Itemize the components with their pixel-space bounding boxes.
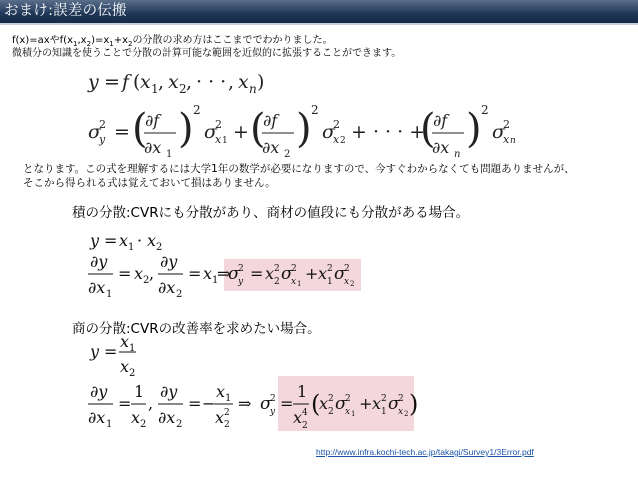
- svg-text:(: (: [132, 106, 148, 152]
- svg-text:∂f: ∂f: [433, 111, 448, 130]
- svg-text:=: =: [104, 231, 118, 250]
- svg-text:,: ,: [158, 71, 165, 93]
- svg-text:x: x: [147, 231, 157, 250]
- svg-text:1: 1: [129, 343, 136, 354]
- svg-text:2: 2: [238, 264, 244, 274]
- svg-text:2: 2: [156, 242, 163, 253]
- svg-text:2: 2: [224, 408, 230, 418]
- svg-text:): ): [257, 71, 265, 93]
- svg-text:∂x: ∂x: [88, 278, 106, 297]
- svg-text:=: =: [104, 71, 120, 93]
- svg-text:n: n: [249, 82, 257, 96]
- svg-text:2: 2: [302, 421, 308, 431]
- svg-text:2: 2: [224, 420, 230, 430]
- svg-text:,: ,: [148, 394, 154, 413]
- svg-text:y: y: [90, 231, 100, 250]
- svg-text:x: x: [134, 264, 144, 283]
- svg-text:σ: σ: [228, 264, 240, 284]
- svg-text:1: 1: [106, 419, 113, 430]
- svg-text:+ · · · +: + · · · +: [351, 121, 426, 143]
- svg-text:2: 2: [381, 394, 387, 404]
- svg-text:2: 2: [328, 394, 334, 404]
- svg-text:): ): [296, 106, 312, 152]
- svg-text:2: 2: [333, 118, 340, 131]
- svg-text:=: =: [114, 121, 130, 143]
- svg-text:1: 1: [212, 275, 219, 286]
- svg-text:,: ,: [186, 71, 193, 93]
- svg-text:x: x: [291, 277, 297, 287]
- svg-text:=: =: [118, 264, 132, 283]
- svg-text:σ: σ: [492, 121, 505, 143]
- svg-text:): ): [466, 106, 482, 152]
- svg-text:=: =: [188, 394, 202, 413]
- svg-text:σ: σ: [322, 121, 335, 143]
- svg-text:·: ·: [137, 231, 143, 250]
- svg-text:∂x: ∂x: [88, 408, 106, 427]
- svg-text:x: x: [372, 394, 382, 413]
- svg-text:1: 1: [327, 277, 333, 287]
- svg-text:+: +: [233, 121, 249, 143]
- svg-text:−: −: [202, 394, 216, 413]
- svg-text:y: y: [99, 133, 106, 146]
- svg-text:σ: σ: [260, 394, 272, 414]
- svg-text:∂y: ∂y: [160, 252, 178, 271]
- svg-text:2: 2: [311, 103, 319, 117]
- explanation-line-2: そこから得られる式は覚えておいて損はありません。: [23, 177, 276, 189]
- svg-text:x: x: [140, 71, 151, 93]
- svg-text:x: x: [318, 264, 328, 283]
- intro-line-1: f(x)=axや$f(x_1,x_2)=x_1+x_2$の分散の求め方はここまででわかりました。: [12, 35, 333, 48]
- svg-text:2: 2: [340, 136, 346, 146]
- svg-text:=: =: [250, 264, 264, 283]
- svg-text:σ: σ: [204, 121, 217, 143]
- svg-text:1: 1: [128, 242, 135, 253]
- svg-text:σ: σ: [335, 394, 347, 414]
- svg-text:2: 2: [99, 118, 106, 131]
- svg-text:x: x: [203, 264, 213, 283]
- svg-text:2: 2: [404, 410, 409, 418]
- svg-text:σ: σ: [388, 394, 400, 414]
- svg-text:⇒: ⇒: [238, 394, 252, 413]
- svg-text:2: 2: [140, 419, 147, 430]
- svg-text:x: x: [119, 231, 129, 250]
- svg-text:1: 1: [225, 393, 232, 404]
- svg-text:=: =: [188, 264, 202, 283]
- slide-title: おまけ:誤差の伝搬: [4, 3, 127, 19]
- svg-text:x: x: [120, 357, 130, 376]
- svg-text:2: 2: [129, 368, 136, 379]
- svg-text:σ: σ: [334, 264, 346, 284]
- svg-text:1: 1: [151, 82, 159, 96]
- svg-text:,: ,: [228, 71, 235, 93]
- svg-text:x: x: [265, 264, 275, 283]
- svg-text:x: x: [293, 408, 303, 427]
- svg-text:2: 2: [291, 264, 297, 274]
- svg-text:σ: σ: [88, 121, 101, 143]
- svg-text:+: +: [305, 264, 319, 283]
- svg-text:x: x: [345, 407, 351, 417]
- svg-text:2: 2: [274, 264, 280, 274]
- svg-text:∂x: ∂x: [158, 408, 176, 427]
- svg-text:2: 2: [270, 394, 276, 404]
- svg-text:∂x: ∂x: [262, 138, 280, 157]
- svg-text:f: f: [122, 71, 130, 93]
- svg-text:∂y: ∂y: [90, 252, 108, 271]
- svg-text:y: y: [90, 342, 100, 361]
- svg-text:∂y: ∂y: [160, 382, 178, 401]
- svg-text:4: 4: [302, 408, 308, 418]
- svg-text:(: (: [133, 71, 141, 93]
- svg-text:2: 2: [398, 394, 404, 404]
- svg-text:2: 2: [284, 149, 291, 160]
- svg-text:): ): [178, 106, 194, 152]
- svg-text:x: x: [398, 407, 404, 417]
- product-variance-heading: 積の分散:CVRにも分散があり、商材の値段にも分散がある場合。: [72, 205, 470, 221]
- svg-text:(: (: [420, 106, 436, 152]
- svg-text:∂y: ∂y: [90, 382, 108, 401]
- svg-text:2: 2: [179, 82, 187, 96]
- svg-text:⇒: ⇒: [217, 264, 231, 283]
- svg-text:1: 1: [222, 136, 228, 146]
- svg-text:x: x: [344, 277, 350, 287]
- svg-text:x: x: [215, 408, 225, 427]
- svg-text:1: 1: [134, 382, 145, 401]
- svg-text:σ: σ: [281, 264, 293, 284]
- svg-text:2: 2: [350, 280, 355, 288]
- svg-text:∂x: ∂x: [158, 278, 176, 297]
- svg-text:n: n: [454, 149, 461, 160]
- svg-text:∂x: ∂x: [432, 138, 450, 157]
- svg-text:(: (: [250, 106, 266, 152]
- svg-text:2: 2: [327, 264, 333, 274]
- svg-text:2: 2: [176, 419, 183, 430]
- svg-text:∂f: ∂f: [263, 111, 278, 130]
- svg-text:2: 2: [143, 275, 150, 286]
- svg-text:x: x: [319, 394, 329, 413]
- svg-text:y: y: [238, 277, 244, 287]
- svg-text:x: x: [215, 133, 222, 146]
- svg-text:2: 2: [503, 118, 510, 131]
- svg-text:x: x: [216, 382, 226, 401]
- svg-text:2: 2: [328, 407, 334, 417]
- intro-line-2: 微積分の知識を使うことで分散の計算可能な範囲を近似的に拡張することができます。: [12, 48, 402, 59]
- svg-text:1: 1: [351, 410, 356, 418]
- svg-text:x: x: [333, 133, 340, 146]
- svg-text:1: 1: [297, 382, 308, 401]
- svg-text:2: 2: [481, 103, 489, 117]
- svg-text:y: y: [88, 71, 99, 93]
- svg-text:2: 2: [215, 118, 222, 131]
- svg-text:2: 2: [274, 277, 280, 287]
- svg-text:2: 2: [193, 103, 201, 117]
- svg-text:,: ,: [149, 264, 155, 283]
- svg-text:=: =: [118, 394, 132, 413]
- svg-text:1: 1: [106, 289, 113, 300]
- svg-text:2: 2: [176, 289, 183, 300]
- svg-text:n: n: [510, 136, 516, 146]
- svg-text:· · ·: · · ·: [196, 71, 227, 93]
- svg-text:): ): [409, 390, 419, 418]
- svg-text:(: (: [311, 390, 321, 418]
- svg-text:∂x: ∂x: [144, 138, 162, 157]
- svg-text:∂f: ∂f: [145, 111, 160, 130]
- svg-text:x: x: [120, 332, 130, 351]
- svg-text:x: x: [238, 71, 249, 93]
- quotient-variance-heading: 商の分散:CVRの改善率を求めたい場合。: [72, 321, 321, 337]
- svg-text:1: 1: [166, 149, 173, 160]
- svg-text:2: 2: [345, 394, 351, 404]
- explanation-line-1: となります。この式を理解するには大学1年の数学が必要になりますので、今すぐわからなくても問題ありませんが、: [23, 163, 575, 175]
- svg-text:1: 1: [297, 280, 302, 288]
- svg-text:x: x: [168, 71, 179, 93]
- svg-text:x: x: [503, 133, 510, 146]
- svg-text:=: =: [280, 394, 294, 413]
- svg-text:x: x: [131, 408, 141, 427]
- svg-text:+: +: [359, 394, 373, 413]
- reference-link[interactable]: http://www.infra.kochi-tech.ac.jp/takagi/Survey1/3Error.pdf: [316, 447, 534, 457]
- svg-text:2: 2: [344, 264, 350, 274]
- svg-text:1: 1: [381, 407, 387, 417]
- svg-text:=: =: [104, 342, 118, 361]
- svg-text:y: y: [270, 407, 276, 417]
